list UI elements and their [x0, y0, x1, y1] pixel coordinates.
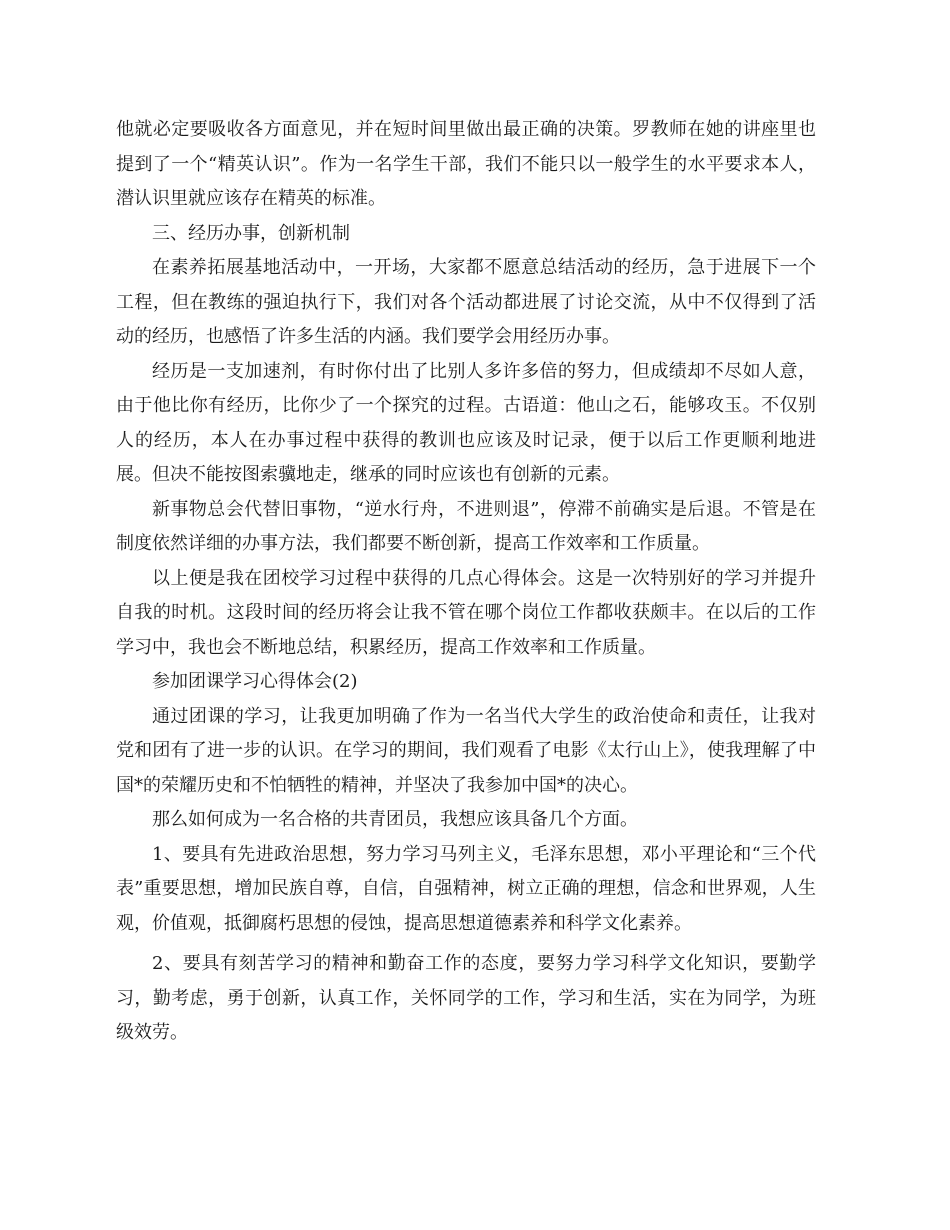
paragraph: 那么如何成为一名合格的共青团员，我想应该具备几个方面。	[152, 809, 638, 830]
section-heading-3: 三、经历办事，创新机制	[152, 222, 350, 244]
document-page	[116, 113, 816, 1051]
paragraph: 以上便是我在团校学习过程中获得的几点心得体会。这是一次特别好的学习并提升自我的时机。这段时间的经历将会让我不管在哪个岗位工作都收获颇丰。在以后的工作学习中，我也会不断地总结，积累经历，提高工作效率和工作质量。	[116, 567, 816, 658]
paragraph: 新事物总会代替旧事物，“逆水行舟，不进则退”，停滞不前确实是后退。不管是在制度依然详细的办事方法，我们都要不断创新，提高工作效率和工作质量。	[116, 498, 816, 554]
paragraph-continuation: 他就必定要吸收各方面意见，并在短时间里做出最正确的决策。罗教师在她的讲座里也提到了一个“精英认识”。作为一名学生干部，我们不能只以一般学生的水平要求本人，潜认识里就应该存在精英的标准。	[116, 119, 816, 209]
list-item-1: 1、要具有先进政治思想，努力学习马列主义，毛泽东思想，邓小平理论和“三个代表”重要思想，增加民族自尊，自信，自强精神，树立正确的理想，信念和世界观，人生观，价值观，抵御腐朽思想的侵蚀，提高思想道德素养和科学文化素养。	[116, 843, 816, 934]
paragraph: 经历是一支加速剂，有时你付出了比别人多许多倍的努力，但成绩却不尽如人意，由于他比你有经历，比你少了一个探究的过程。古语道：他山之石，能够攻玉。不仅别人的经历，本人在办事过程中获得的教训也应该及时记录，便于以后工作更顺利地进展。但决不能按图索骥地走，继承的同时应该也有创新的元素。	[116, 360, 816, 485]
paragraph: 通过团课的学习，让我更加明确了作为一名当代大学生的政治使命和责任，让我对党和团有了进一步的认识。在学习的期间，我们观看了电影《太行山上》，使我理解了中国*的荣耀历史和不怕牺牲的精神，并坚决了我参加中国*的决心。	[116, 705, 816, 796]
list-item-2: 2、要具有刻苦学习的精神和勤奋工作的态度，要努力学习科学文化知识，要勤学习，勤考虑，勇于创新，认真工作，关怀同学的工作，学习和生活，实在为同学，为班级效劳。	[116, 953, 816, 1043]
article-title-2: 参加团课学习心得体会(2)	[152, 671, 358, 692]
paragraph: 在素养拓展基地活动中，一开场，大家都不愿意总结活动的经历，急于进展下一个工程，但在教练的强迫执行下，我们对各个活动都进展了讨论交流，从中不仅得到了活动的经历，也感悟了许多生活的内涵。我们要学会用经历办事。	[116, 257, 816, 347]
